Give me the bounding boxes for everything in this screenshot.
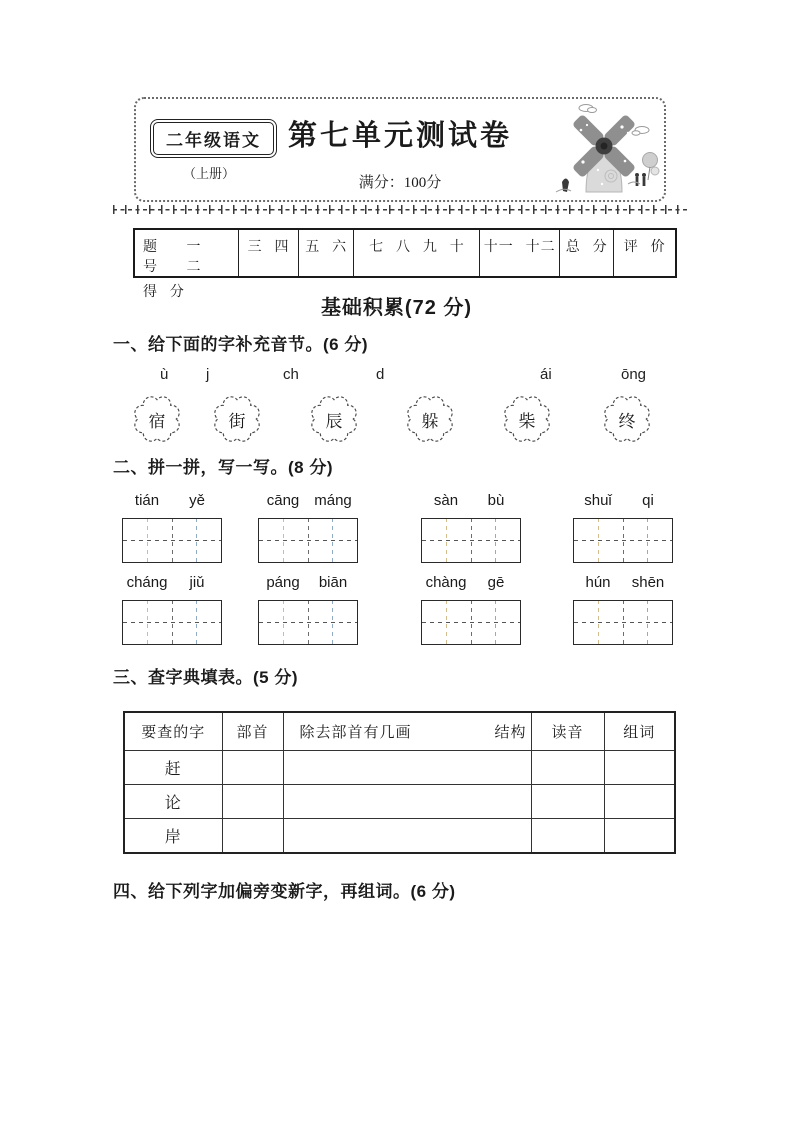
score-col-evaluation: 评 价 [613,230,675,276]
q1-items [120,366,676,456]
pinyin-fragment: ōng [621,366,647,383]
pinyin-fragment: ch [283,366,299,383]
score-table [133,228,677,299]
score-col-1-2: 一 二 [186,238,233,274]
pinyin-syllable: yě [189,492,205,509]
pinyin-writing-unit [573,574,673,645]
blank-cell[interactable] [531,751,604,785]
pinyin-syllable: shēn [631,574,665,591]
pinyin-fragment: j [206,366,210,383]
pinyin-syllable: chàng [425,574,467,591]
pinyin-syllable: cāng [266,492,300,509]
blank-cell[interactable] [222,751,283,785]
character: 街 [228,411,246,431]
character: 柴 [518,411,536,431]
character: 宿 [148,411,166,431]
pinyin-writing-unit [258,492,358,563]
paper-title: 第七单元测试卷 [287,120,512,152]
flower-character [305,390,363,448]
score-col: 三 四 [238,230,298,276]
pinyin-writing-unit [258,574,358,645]
blank-cell[interactable] [283,785,531,819]
table-header-row [124,712,675,751]
pinyin-syllable: sàn [433,492,459,509]
table-row [124,785,675,819]
table-row [124,819,675,854]
writing-grid[interactable] [573,600,673,645]
question-1-heading: 一、给下面的字补充音节。(6 分) [113,335,368,354]
pinyin-fragment: ái [540,366,552,383]
score-row-label-2: 得 分 [143,283,185,299]
pinyin-syllable: hún [585,574,611,591]
pinyin-writing-unit [421,492,521,563]
pinyin-writing-unit [573,492,673,563]
blank-cell[interactable] [531,785,604,819]
lookup-character: 论 [124,785,222,819]
flower-character [128,390,186,448]
blank-cell[interactable] [222,785,283,819]
lookup-character: 赶 [124,751,222,785]
pinyin-writing-unit [421,574,521,645]
col-header-char: 要查的字 [124,712,222,751]
writing-grid[interactable] [122,518,222,563]
pinyin-syllable: bù [487,492,505,509]
blank-cell[interactable] [531,819,604,854]
windmill-illustration [554,100,660,198]
score-col: 五 六 [298,230,354,276]
character: 躲 [421,411,439,431]
character: 终 [618,411,636,431]
blank-cell[interactable] [283,751,531,785]
writing-grid[interactable] [122,600,222,645]
col-header-pronunciation: 读音 [531,712,604,751]
writing-grid[interactable] [421,518,521,563]
score-row-label: 题 号 [143,238,158,274]
writing-grid[interactable] [573,518,673,563]
col-header-strokes-structure [283,712,531,751]
blank-cell[interactable] [222,819,283,854]
pinyin-syllable: máng [314,492,352,509]
blank-cell[interactable] [283,819,531,854]
score-col: 十一 十二 [479,230,558,276]
pinyin-fragment: ù [160,366,169,383]
pinyin-syllable: gē [487,574,505,591]
table-row [124,751,675,785]
pinyin-syllable: biān [318,574,348,591]
full-score-label: 满分：100分 [358,175,442,191]
pinyin-syllable: qi [642,492,654,509]
col-header-strokes: 除去部首有几画 [299,724,412,741]
writing-grid[interactable] [258,518,358,563]
volume-label: （上册） [182,166,235,181]
score-col: 七 八 九 十 [353,230,479,276]
grade-badge-label: 二年级语文 [153,122,274,155]
decorative-separator [113,205,688,214]
score-col-total: 总 分 [559,230,614,276]
writing-grid[interactable] [421,600,521,645]
blank-cell[interactable] [604,785,675,819]
dictionary-table [123,711,676,854]
col-header-word: 组词 [604,712,675,751]
blank-cell[interactable] [604,751,675,785]
flower-character [598,390,656,448]
question-3-heading: 三、查字典填表。(5 分) [113,668,298,687]
pinyin-syllable: tián [134,492,160,509]
flower-character [498,390,556,448]
pinyin-writing-unit [122,492,222,563]
character: 辰 [325,411,343,431]
pinyin-syllable: páng [266,574,300,591]
score-table-corner [135,230,238,299]
question-4-heading: 四、给下列字加偏旁变新字，再组词。(6 分) [113,882,456,901]
pinyin-syllable: shuǐ [584,492,612,509]
flower-character [401,390,459,448]
blank-cell[interactable] [604,819,675,854]
pinyin-syllable: jiǔ [189,574,205,591]
question-2-heading: 二、拼一拼，写一写。(8 分) [113,458,333,477]
pinyin-writing-unit [122,574,222,645]
lookup-character: 岸 [124,819,222,854]
header-box [134,97,666,202]
flower-character [208,390,266,448]
col-header-structure: 结构 [494,724,527,741]
pinyin-fragment: d [376,366,385,383]
section-title: 基础积累(72 分) [320,297,473,319]
pinyin-syllable: cháng [126,574,168,591]
writing-grid[interactable] [258,600,358,645]
col-header-radical: 部首 [222,712,283,751]
